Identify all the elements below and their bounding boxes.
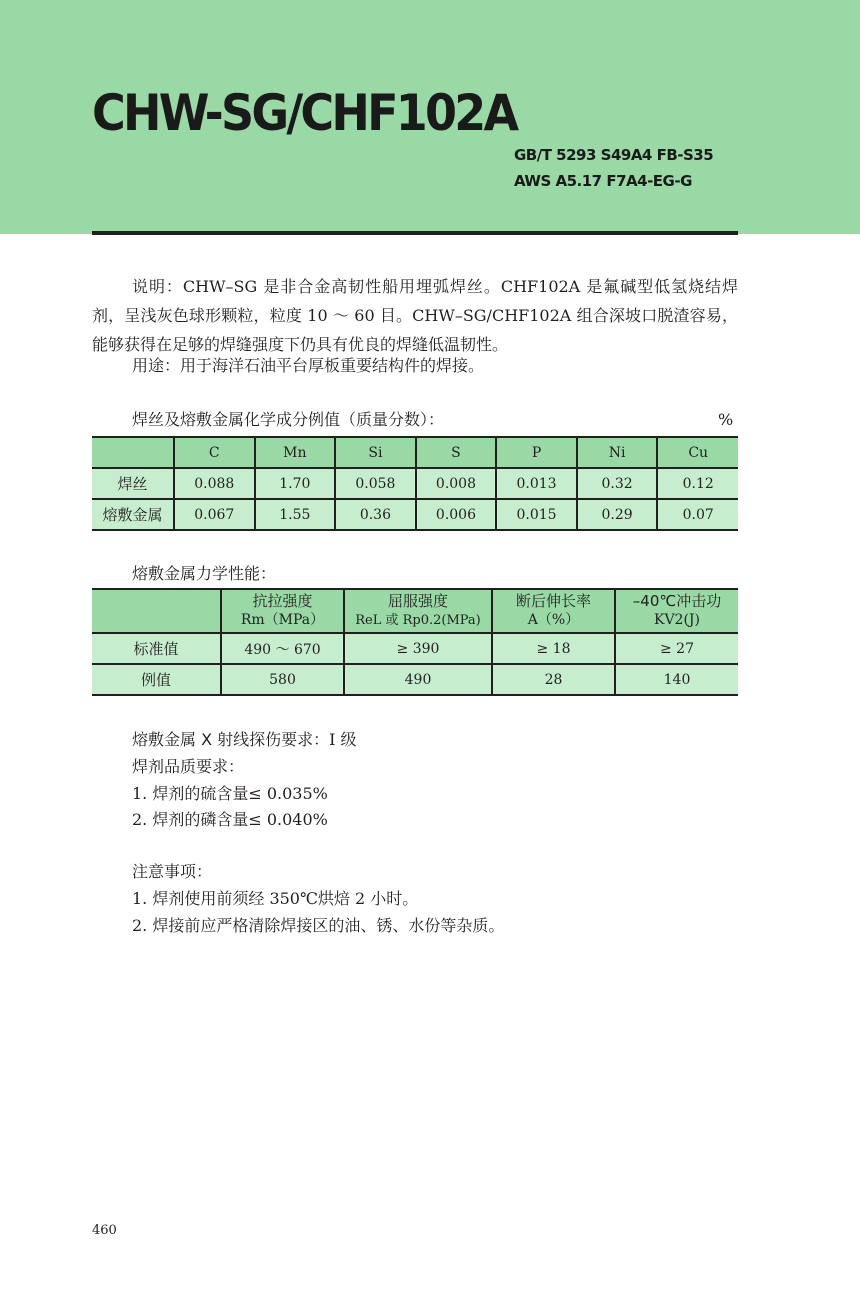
mechanical-header-cell	[615, 589, 738, 633]
chemical-header-cell: S	[416, 437, 497, 468]
table-cell: 0.067	[174, 499, 255, 530]
chemical-header-cell: Ni	[577, 437, 658, 468]
header-line: 抗拉强度	[252, 592, 313, 610]
product-title: CHW-SG/CHF102A	[92, 84, 517, 142]
chemical-header-cell: C	[174, 437, 255, 468]
header-band	[0, 0, 860, 234]
list-item: 2. 焊接前应严格清除焊接区的油、锈、水份等杂质。	[132, 916, 505, 935]
description-label: 说明：	[132, 277, 183, 296]
table-cell: 0.013	[496, 468, 577, 499]
table-cell: 焊丝	[92, 468, 174, 499]
table-cell: 熔敷金属	[92, 499, 174, 530]
mechanical-header-cell	[221, 589, 344, 633]
table-cell: 0.015	[496, 499, 577, 530]
header-line: 屈服强度	[387, 592, 448, 610]
standard-aws: AWS A5.17 F7A4-EG-G	[514, 172, 692, 190]
table-cell: 0.12	[657, 468, 738, 499]
table-cell: 0.29	[577, 499, 658, 530]
table-row	[92, 664, 738, 695]
list-item: 1. 焊剂的硫含量≤ 0.035%	[132, 784, 328, 803]
table-cell: 0.058	[335, 468, 416, 499]
chemical-header-cell: Si	[335, 437, 416, 468]
chemical-header-cell: Mn	[255, 437, 336, 468]
table-cell: 0.36	[335, 499, 416, 530]
description-text: CHW–SG 是非合金高韧性船用埋弧焊丝。CHF102A 是氟碱型低氢烧结焊剂，呈浅灰色球形颗粒，粒度 10 ～ 60 目。CHW–SG/CHF102A 组合深坡口脱渣容易，能够获得在足够的焊缝强度下仍具有优良的焊缝低温韧性。	[92, 277, 738, 354]
table-cell: ≥ 27	[615, 633, 738, 664]
header-line: Rm（MPa）	[240, 612, 325, 628]
table-cell: 140	[615, 664, 738, 695]
table-cell: 1.70	[255, 468, 336, 499]
description-paragraph	[92, 272, 738, 359]
xray-value: I 级	[329, 730, 357, 749]
table-cell: 490 ～ 670	[221, 633, 344, 664]
table-cell: 例值	[92, 664, 221, 695]
header-rule	[92, 231, 738, 235]
chemical-title: 焊丝及熔敷金属化学成分例值（质量分数）：	[132, 410, 445, 429]
notes-title: 注意事项：	[132, 862, 213, 881]
xray-label: 熔敷金属 X 射线探伤要求：	[132, 730, 330, 749]
mechanical-header-row	[92, 589, 738, 633]
header-line: A（%）	[527, 612, 580, 628]
table-cell: 490	[344, 664, 492, 695]
table-cell: 1.55	[255, 499, 336, 530]
table-row	[92, 633, 738, 664]
header-line: ReL 或 Rp0.2(MPa)	[355, 613, 481, 628]
chemical-header-cell: P	[496, 437, 577, 468]
chemical-unit: %	[718, 410, 734, 429]
page-number: 460	[92, 1223, 117, 1238]
table-row	[92, 468, 738, 499]
mechanical-table	[92, 588, 738, 696]
list-item: 1. 焊剂使用前须经 350℃烘焙 2 小时。	[132, 889, 419, 908]
table-cell: 标准值	[92, 633, 221, 664]
table-cell: 0.088	[174, 468, 255, 499]
mechanical-header-cell	[92, 589, 221, 633]
flux-quality-title: 焊剂品质要求：	[132, 757, 245, 776]
chemical-header-cell: Cu	[657, 437, 738, 468]
chemical-header-row	[92, 437, 738, 468]
usage-label: 用途：	[132, 356, 181, 375]
mechanical-title: 熔敷金属力学性能：	[132, 564, 277, 583]
table-cell: 0.008	[416, 468, 497, 499]
header-line: –40℃冲击功	[632, 592, 722, 610]
table-cell: ≥ 18	[492, 633, 615, 664]
mechanical-header-cell	[492, 589, 615, 633]
chemical-header-cell	[92, 437, 174, 468]
table-cell: 580	[221, 664, 344, 695]
usage-text: 用于海洋石油平台厚板重要结构件的焊接。	[180, 356, 485, 375]
header-line: KV2(J)	[653, 612, 700, 628]
usage-line	[132, 353, 484, 376]
table-cell: ≥ 390	[344, 633, 492, 664]
table-cell: 28	[492, 664, 615, 695]
header-line: 断后伸长率	[515, 592, 591, 610]
chemical-table	[92, 436, 738, 531]
list-item: 2. 焊剂的磷含量≤ 0.040%	[132, 810, 328, 829]
table-row	[92, 499, 738, 530]
table-cell: 0.32	[577, 468, 658, 499]
mechanical-header-cell	[344, 589, 492, 633]
standard-gb: GB/T 5293 S49A4 FB-S35	[514, 146, 714, 164]
table-cell: 0.006	[416, 499, 497, 530]
table-cell: 0.07	[657, 499, 738, 530]
xray-line	[132, 727, 357, 750]
